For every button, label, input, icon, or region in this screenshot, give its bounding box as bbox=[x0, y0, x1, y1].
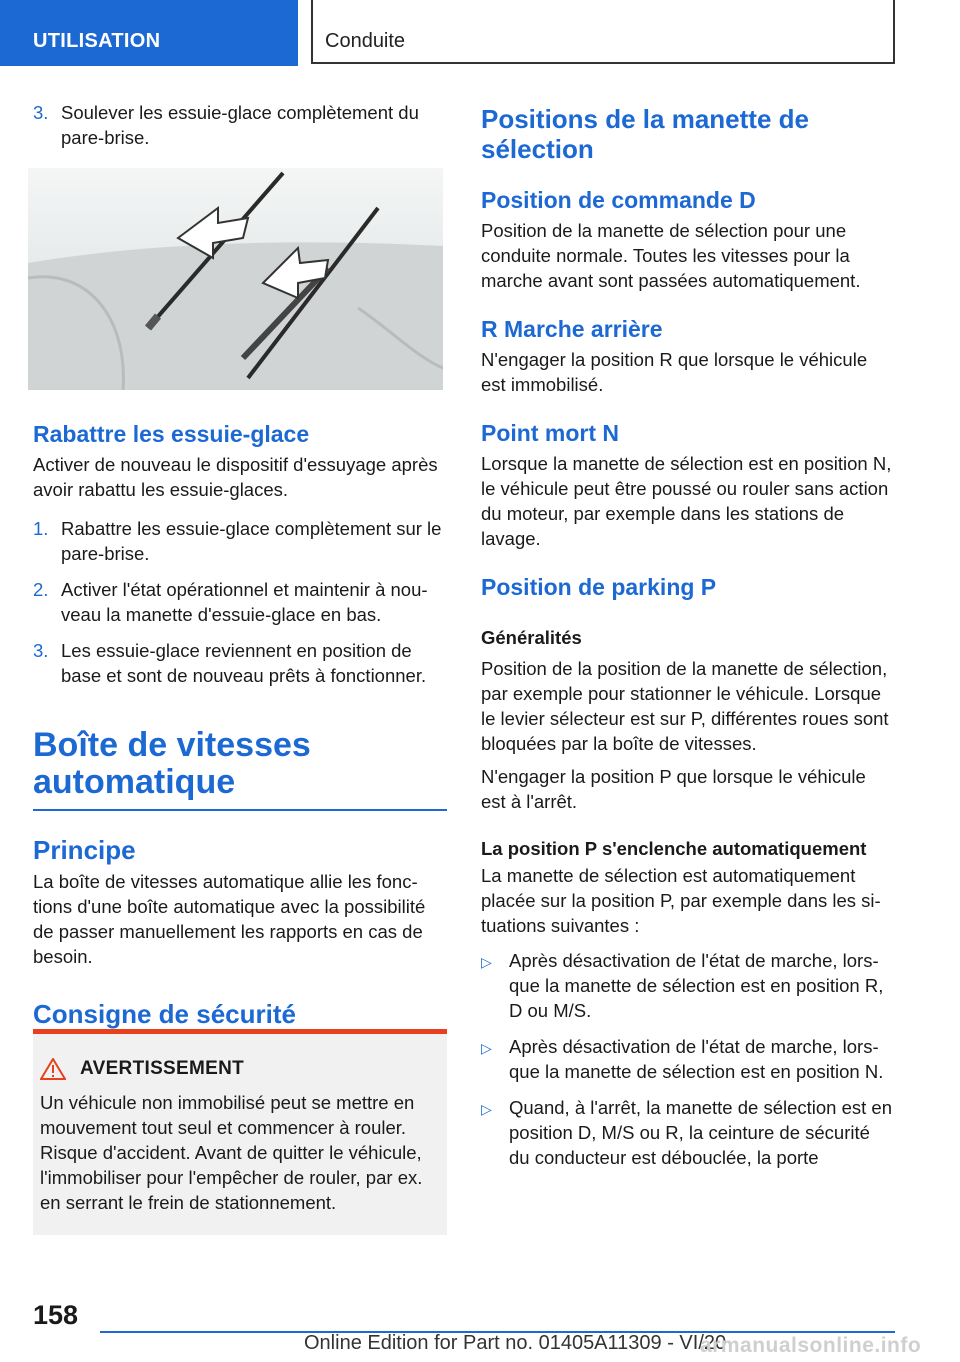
step-text: Activer l'état opérationnel et maintenir à nouveau la manette d'essuie-glace en bas. bbox=[61, 579, 428, 625]
subsection-heading: Position de commande D bbox=[481, 187, 756, 213]
warning-box bbox=[33, 1029, 447, 1235]
bullet-text: Quand, à l'arrêt, la manette de sélection est en position D, M/S ou R, la ceinture de sécurité du conducteur est débouclée, la porte bbox=[509, 1097, 893, 1168]
bullet-text: Après désactivation de l'état de marche, lorsque la manette de sélection est en position N. bbox=[509, 1036, 884, 1082]
chapter-box bbox=[311, 0, 895, 64]
step-number: 3. bbox=[33, 640, 49, 661]
step-number: 1. bbox=[33, 518, 49, 539]
list-item bbox=[481, 948, 895, 1023]
warning-label: AVERTISSEMENT bbox=[80, 1058, 245, 1079]
subsection-heading: Point mort N bbox=[481, 420, 619, 446]
paragraph: La boîte de vitesses automatique allie les fonctions d'une boîte automatique avec la possibilité de passer manuellement les rapports en cas de besoin. bbox=[33, 871, 426, 967]
left-column-lower bbox=[33, 420, 447, 1039]
right-column bbox=[481, 104, 895, 1181]
list-item bbox=[481, 1034, 895, 1084]
section-label: UTILISATION bbox=[33, 30, 161, 52]
list-item bbox=[33, 638, 447, 688]
paragraph: Position de la manette de sélection pour une conduite normale. Toutes les vitesses pour la marche avant sont passées automatiquement. bbox=[481, 220, 861, 291]
step-text: Les essuie-glace reviennent en position de base et sont de nouveau prêts à fonctionner. bbox=[61, 640, 427, 686]
bullet-text: Après désactivation de l'état de marche, lorsque la manette de sélection est en position R, D ou M/S. bbox=[509, 950, 884, 1021]
paragraph: N'engager la position R que lorsque le véhicule est immobilisé. bbox=[481, 349, 868, 395]
windshield-wipers-icon bbox=[28, 168, 443, 390]
step-number: 3. bbox=[33, 102, 49, 123]
minor-heading: La position P s'enclenche automatiquement bbox=[481, 838, 867, 859]
paragraph: Activer de nouveau le dispositif d'essuyage après avoir rabattu les essuie-glaces. bbox=[33, 454, 438, 500]
section-heading: Consigne de sécurité bbox=[33, 999, 296, 1029]
subsection-heading: Position de parking P bbox=[481, 574, 717, 600]
warning-header bbox=[40, 1058, 437, 1080]
watermark-text: armanualsonline.info bbox=[700, 1334, 922, 1357]
list-item bbox=[33, 577, 447, 627]
chapter-title: automatique bbox=[33, 763, 236, 801]
list-item bbox=[33, 100, 447, 150]
edition-text: Online Edition for Part no. 01405A11309 - VI/20 bbox=[304, 1332, 727, 1354]
page-number: 158 bbox=[33, 1300, 79, 1330]
triangle-bullet-icon: ▷ bbox=[481, 1040, 492, 1056]
paragraph: Position de la position de la manette de sélection, par exemple pour stationner le véhicule. Lorsque le levier sélecteur est sur P, différentes roues sont bloquées par la boîte de vitesses. bbox=[481, 658, 889, 754]
step-number: 2. bbox=[33, 579, 49, 600]
warning-triangle-icon bbox=[40, 1058, 66, 1080]
paragraph: La manette de sélection est automatiquement placée sur la position P, par exemple dans les situations suivantes : bbox=[481, 865, 881, 936]
section-heading: Positions de la manette de sélection bbox=[481, 104, 809, 164]
chapter-label: Conduite bbox=[325, 30, 406, 52]
minor-heading: Généralités bbox=[481, 627, 582, 648]
warning-text: Un véhicule non immobilisé peut se mettre en mouvement tout seul et commencer à rouler. Risque d'accident. Avant de quitter le véhicule, l'immobiliser pour l'empêcher de rouler, par ex. en serrant le frein de stationnement. bbox=[40, 1092, 423, 1213]
chapter-title: Boîte de vitesses bbox=[33, 726, 311, 764]
wiper-illustration bbox=[28, 168, 443, 390]
section-heading: Rabattre les essuie-glace bbox=[33, 421, 310, 447]
paragraph: Lorsque la manette de sélection est en position N, le véhicule peut être poussé ou rouler sans action du moteur, par exemple dans les stations de lavage. bbox=[481, 453, 892, 549]
section-heading: Principe bbox=[33, 835, 136, 865]
list-item bbox=[33, 516, 447, 566]
section-tab bbox=[0, 0, 298, 66]
left-column bbox=[33, 100, 447, 161]
subsection-heading: R Marche arrière bbox=[481, 316, 663, 342]
triangle-bullet-icon: ▷ bbox=[481, 954, 492, 970]
step-text: Rabattre les essuie-glace complètement sur le pare-brise. bbox=[61, 518, 442, 564]
triangle-bullet-icon: ▷ bbox=[481, 1101, 492, 1117]
list-item bbox=[481, 1095, 895, 1170]
step-text: Soulever les essuie-glace complètement du pare-brise. bbox=[61, 102, 419, 148]
paragraph: N'engager la position P que lorsque le véhicule est à l'arrêt. bbox=[481, 766, 866, 812]
